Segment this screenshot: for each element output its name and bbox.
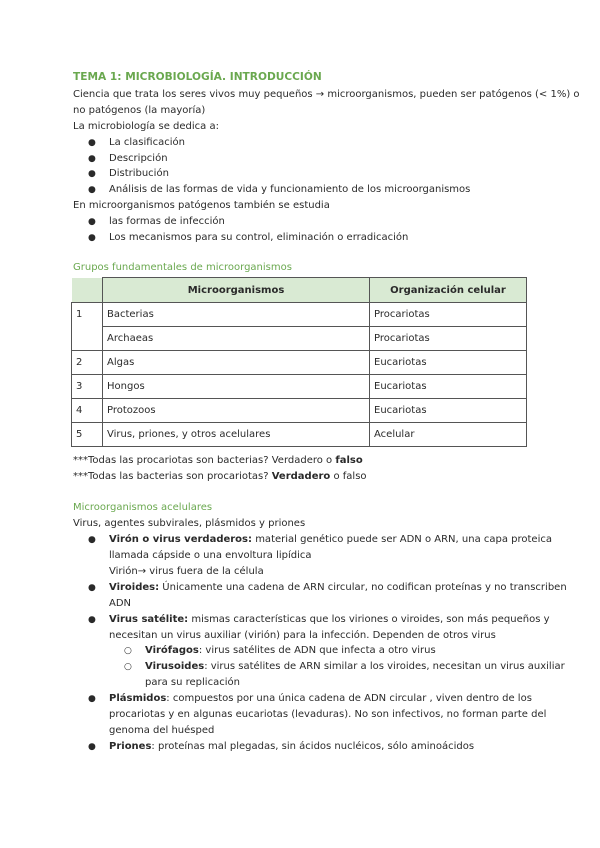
table-cell-num: 1 <box>72 303 103 327</box>
acelulares-heading: Microorganismos acelulares <box>73 502 213 513</box>
list-item: ● Viroides: Únicamente una cadena de ARN circular, no codifican proteínas y no transcriben <box>109 580 567 596</box>
table-cell-name: Archaeas <box>103 327 370 351</box>
bullet-dot-icon: ● <box>88 615 96 625</box>
list-item: ● Análisis de las formas de vida y funcionamiento de los microorganismos <box>109 182 470 198</box>
bullet-dot-icon: ● <box>88 742 96 752</box>
table-cell-num <box>72 327 103 351</box>
list-item: ● Priones: proteínas mal plegadas, sin ácidos nucléicos, sólo aminoácidos <box>109 739 474 755</box>
note-2: ***Todas las bacterias son procariotas? Verdadero o falso <box>73 471 367 482</box>
table-row <box>72 351 527 375</box>
list-item: ● Los mecanismos para su control, eliminación o erradicación <box>109 230 408 246</box>
table-row <box>72 399 527 423</box>
table-cell-org: Eucariotas <box>370 351 527 375</box>
table-header-cell: Organización celular <box>370 278 527 303</box>
table-cell-num: 4 <box>72 399 103 423</box>
list-item-continuation: genoma del huésped <box>109 725 215 736</box>
list-item-continuation: procariotas y en algunas eucariotas (levaduras). No son infectivos, no forman parte del <box>109 709 547 720</box>
bullet-dot-icon: ● <box>88 583 96 593</box>
bullet-circle-icon: ○ <box>124 662 132 672</box>
table-header-empty <box>72 278 103 303</box>
list-item: ● Virón o virus verdaderos: material genético puede ser ADN o ARN, una capa proteica <box>109 532 552 548</box>
list-item: ● Virus satélite: mismas características que los viriones o viroides, son más pequeños y <box>109 612 550 628</box>
acelulares-intro: Virus, agentes subvirales, plásmidos y priones <box>73 518 306 529</box>
bullet-dot-icon: ● <box>88 217 96 227</box>
list-item-continuation: Virión→ virus fuera de la célula <box>109 566 264 577</box>
sub-list-item-continuation: para su replicación <box>145 677 240 688</box>
bullet-circle-icon: ○ <box>124 646 132 656</box>
table-cell-org: Eucariotas <box>370 399 527 423</box>
table-cell-org: Procariotas <box>370 303 527 327</box>
table-cell-org: Procariotas <box>370 327 527 351</box>
table-row <box>72 327 527 351</box>
list-item: ● Distribución <box>109 166 169 182</box>
list-item-continuation: ADN <box>109 598 132 609</box>
sub-list-item: ○ Virusoides: virus satélites de ARN similar a los viroides, necesitan un virus auxiliar <box>145 659 565 675</box>
table-cell-name: Algas <box>103 351 370 375</box>
table-cell-org: Acelular <box>370 423 527 447</box>
table-cell-org: Eucariotas <box>370 375 527 399</box>
grupos-heading: Grupos fundamentales de microorganismos <box>73 262 292 273</box>
table-cell-name: Virus, priones, y otros acelulares <box>103 423 370 447</box>
list-item-continuation: necesitan un virus auxiliar (virión) para la infección. Dependen de otros virus <box>109 630 496 641</box>
list-item: ● La clasificación <box>109 135 185 151</box>
intro-line-2: no patógenos (la mayoría) <box>73 105 206 116</box>
table-header-cell: Microorganismos <box>103 278 370 303</box>
table-row <box>72 423 527 447</box>
list-item: ● las formas de infección <box>109 214 225 230</box>
table-cell-num: 2 <box>72 351 103 375</box>
bullet-dot-icon: ● <box>88 185 96 195</box>
bullet-dot-icon: ● <box>88 169 96 179</box>
bullet-dot-icon: ● <box>88 535 96 545</box>
bullet-dot-icon: ● <box>88 154 96 164</box>
bullet-dot-icon: ● <box>88 138 96 148</box>
microorganisms-table <box>71 277 527 447</box>
patogenos-intro: En microorganismos patógenos también se estudia <box>73 200 330 211</box>
list-item: ● Plásmidos: compuestos por una única cadena de ADN circular , viven dentro de los <box>109 691 532 707</box>
bullet-dot-icon: ● <box>88 694 96 704</box>
note-1: ***Todas las procariotas son bacterias? Verdadero o falso <box>73 455 363 466</box>
list-item: ● Descripción <box>109 151 168 167</box>
table-row <box>72 303 527 327</box>
table-cell-name: Bacterias <box>103 303 370 327</box>
table-header-row <box>72 278 527 303</box>
table-row <box>72 375 527 399</box>
intro-line-3: La microbiología se dedica a: <box>73 121 219 132</box>
table-cell-name: Protozoos <box>103 399 370 423</box>
intro-line-1: Ciencia que trata los seres vivos muy pequeños → microorganismos, pueden ser patógenos (< 1%) o <box>73 89 580 100</box>
sub-list-item: ○ Virófagos: virus satélites de ADN que infecta a otro virus <box>145 643 436 659</box>
page-title: TEMA 1: MICROBIOLOGÍA. INTRODUCCIÓN <box>73 71 322 83</box>
table-cell-num: 3 <box>72 375 103 399</box>
bullet-dot-icon: ● <box>88 233 96 243</box>
table-cell-name: Hongos <box>103 375 370 399</box>
list-item-continuation: llamada cápside o una envoltura lipídica <box>109 550 312 561</box>
table-cell-num: 5 <box>72 423 103 447</box>
